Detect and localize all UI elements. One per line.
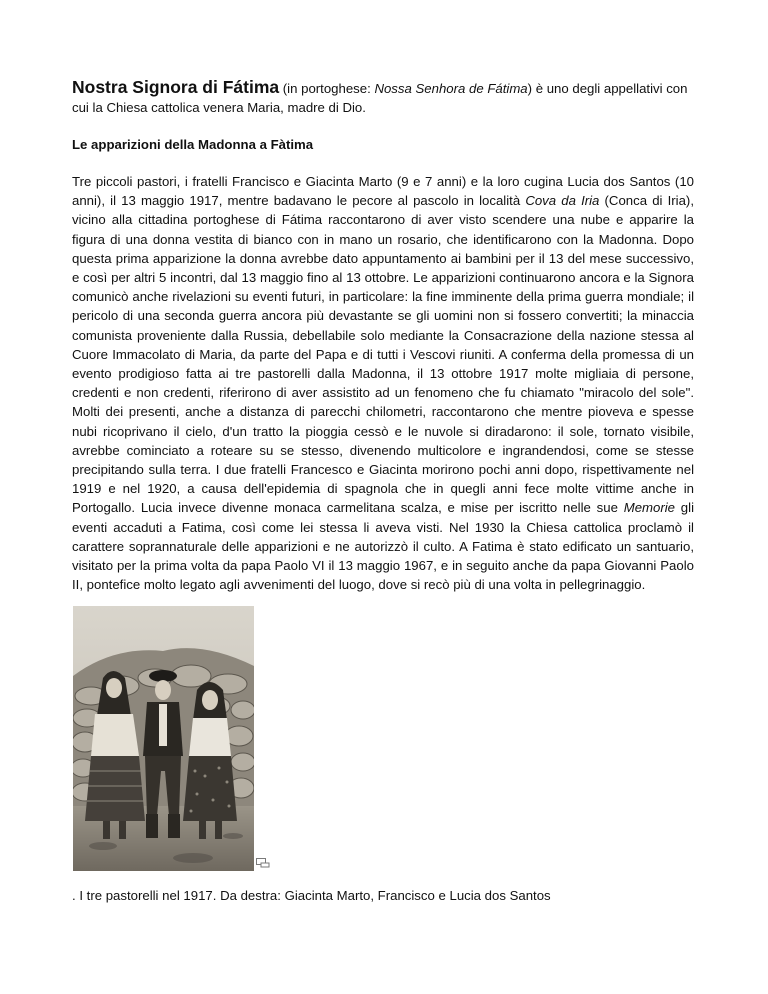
page-title: Nostra Signora di Fátima [72, 77, 280, 97]
body-text-3: gli eventi accaduti a Fatima, così come lei stessa li aveva visti. Nel 1930 la Chiesa cattolica proclamò il carattere soprannaturale delle apparizioni e ne autorizzò il culto. A Fatima è stato edificato un santuario, visitato per la prima volta da papa Paolo VI il 13 maggio 1967, e in seguito anche da papa Giovanni Paolo II, pontefice molto legato agli avvenimenti del luogo, dove si recò più di una volta in pellegrinaggio. [72, 500, 694, 593]
body-italic-1: Cova da Iria [525, 193, 600, 209]
intro-paragraph [72, 78, 694, 117]
document-body [72, 78, 694, 594]
photo-caption: . I tre pastorelli nel 1917. Da destra: Giacinta Marto, Francisco e Lucia dos Santos [72, 888, 551, 903]
body-paragraph [72, 172, 694, 594]
body-text-2: (Conca di Iria), vicino alla cittadina portoghese di Fátima raccontarono di aver visto scendere una nube e apparire la figura di una donna vestita di bianco con in mano un rosario, che identificarono con la Madonna. Dopo questa prima apparizione la donna avrebbe dato appuntamento ai bambini per il 13 del mese successivo, e così per altri 5 incontri, dal 13 maggio fino al 13 ottobre. Le apparizioni continuarono ancora e la Signora comunicò anche rivelazioni su eventi futuri, in particolare: la fine imminente della prima guerra mondiale; il pericolo di una seconda guerra ancora più devastante se gli uomini non si fossero convertiti; la minaccia comunista proveniente dalla Russia, debellabile solo mediante la Consacrazione della nazione stessa al Cuore Immacolato di Maria, da parte del Papa e di tutti i Vescovi riuniti. A conferma della promessa di un evento prodigioso fatta ai tre pastorelli dalla Madonna, il 13 ottobre 1917 molte migliaia di persone, credenti e non credenti, riferirono di aver assistito ad un fenomeno che fu chiamato "miracolo del sole". Molti dei presenti, anche a distanza di parecchi chilometri, raccontarono che mentre pioveva e spesse nubi ricoprivano il cielo, d'un tratto la pioggia cessò e le nuvole si diradarono: il sole, tornato visibile, avrebbe cominciato a roteare su se stesso, divenendo multicolore e ingrandendosi, come se stesse precipitando sulla terra. I due fratelli Francesco e Giacinta morirono pochi anni dopo, rispettivamente nel 1919 e nel 1920, a causa dell'epidemia di spagnola che in quegli anni fece molte vittime anche in Portogallo. Lucia invece divenne monaca carmelitana scalza, e mise per iscritto nelle sue [72, 193, 694, 516]
intro-italic: Nossa Senhora de Fátima [374, 81, 528, 96]
body-italic-2: Memorie [623, 500, 676, 516]
resize-icon[interactable] [256, 858, 270, 868]
historic-photo [73, 606, 254, 871]
body-text-1: Tre piccoli pastori, i fratelli Francisco e Giacinta Marto (9 e 7 anni) e la loro cugina Lucia dos Santos (10 anni), il 13 maggio 1917, mentre badavano le pecore al pascolo in località [72, 174, 694, 209]
intro-text-2: ) è uno degli appellativi con cui la Chiesa cattolica venera Maria, madre di Dio. [72, 81, 688, 115]
intro-text-1: (in portoghese: [279, 81, 375, 96]
section-heading: Le apparizioni della Madonna a Fàtima [72, 137, 314, 152]
